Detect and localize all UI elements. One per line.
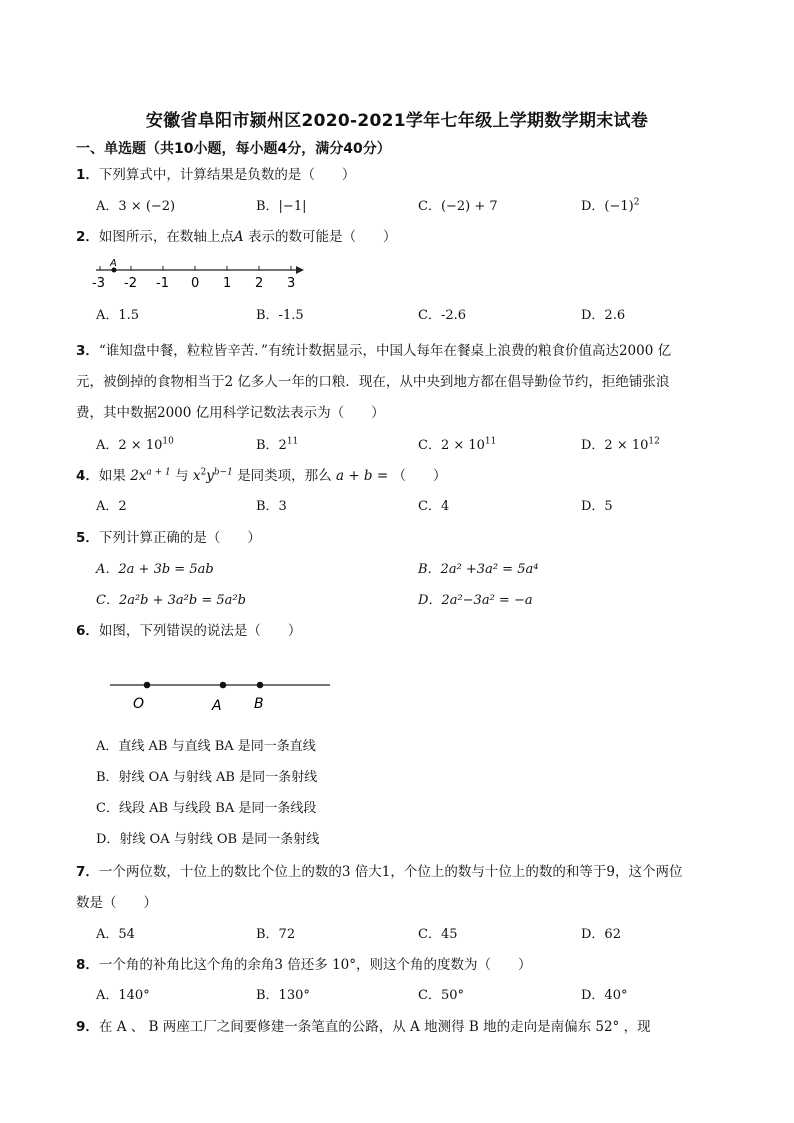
question-4: 4．如果 $2x^{a + 1}$ 与 $x^2y^{b-1}$ 是同类项，那么 a + b = （ ）: [76, 467, 447, 484]
option-b[interactable]: B．射线 OA 与射线 AB 是同一条射线: [96, 770, 318, 785]
option-b[interactable]: B．2a² +3a² = 5a⁴: [418, 562, 539, 577]
point-a: [220, 682, 227, 689]
option-c[interactable]: C．4: [418, 499, 450, 514]
option-d[interactable]: D．$2 \times 10^{12}$: [581, 436, 660, 453]
question-3: 3．“谁知盘中餐，粒粒皆辛苦．”有统计数据显示，中国人每年在餐桌上浪费的粮食价值高达2000 亿 元，被倒掉的食物相当于2 亿多人一年的口粮．现在，从中央到地方都在倡导勤俭节约，拒绝铺张浪 费，其中数据2000 亿用科学记数法表示为（ ）: [76, 343, 672, 421]
question-number: 4．: [76, 468, 99, 484]
option-a[interactable]: A．直线 AB 与直线 BA 是同一条直线: [96, 739, 316, 754]
option-a[interactable]: A．3 × (−2): [96, 199, 176, 214]
question-8: 8．一个角的补角比这个角的余角3 倍还多 10°，则这个角的度数为（ ）: [76, 957, 532, 973]
option-b[interactable]: B．$2^{11}$: [256, 436, 299, 453]
option-a[interactable]: A．140°: [96, 988, 150, 1003]
option-a[interactable]: A．2a + 3b = 5ab: [96, 562, 214, 577]
option-b[interactable]: B．72: [256, 927, 296, 942]
question-text: 下列算式中，计算结果是负数的是（ ）: [98, 167, 356, 183]
question-number: 5．: [76, 530, 99, 546]
question-number: 7．: [76, 864, 99, 880]
option-b[interactable]: B．-1.5: [256, 308, 304, 323]
tick-label: -2: [124, 276, 137, 291]
question-7: 7．一个两位数，十位上的数比个位上的数的3 倍大1，个位上的数与十位上的数的和等于9，这个两位 数是（ ）: [76, 864, 683, 911]
option-a[interactable]: A．54: [96, 927, 135, 942]
tick-label: -3: [92, 276, 105, 291]
option-c[interactable]: C．-2.6: [418, 308, 467, 323]
option-d[interactable]: D．$(-1)^2$: [581, 197, 640, 214]
option-c[interactable]: C．50°: [418, 988, 464, 1003]
option-a[interactable]: A．1.5: [96, 308, 140, 323]
question-9: 9．在 A 、 B 两座工厂之间要修建一条笔直的公路，从 A 地测得 B 地的走向是南偏东 52° ，现: [76, 1019, 651, 1035]
question-number: 6．: [76, 623, 99, 639]
option-b[interactable]: B．3: [256, 499, 287, 514]
option-b[interactable]: B．|−1|: [256, 199, 307, 214]
question-2: 2．如图所示，在数轴上点A 表示的数可能是（ ）: [76, 229, 397, 245]
option-c[interactable]: C．(−2) + 7: [418, 199, 498, 214]
option-a[interactable]: A．2: [96, 499, 127, 514]
question-5: 5．下列计算正确的是（ ）: [76, 530, 261, 546]
option-d[interactable]: D．40°: [581, 988, 628, 1003]
option-a[interactable]: A．$2 \times 10^{10}$: [96, 436, 174, 453]
point-o: [144, 682, 151, 689]
tick-label: 2: [255, 276, 264, 291]
option-c[interactable]: C．$2 \times 10^{11}$: [418, 436, 497, 453]
number-line-figure: [88, 256, 318, 292]
option-b[interactable]: B．130°: [256, 988, 310, 1003]
question-6: 6．如图，下列错误的说法是（ ）: [76, 623, 302, 639]
ray-figure: [104, 670, 336, 716]
tick-label: 3: [287, 276, 296, 291]
question-1: [76, 166, 355, 184]
option-c[interactable]: C．2a²b + 3a²b = 5a²b: [96, 593, 246, 608]
tick-label: -1: [156, 276, 169, 291]
question-number: 2．: [76, 229, 99, 245]
option-d[interactable]: D．5: [581, 499, 613, 514]
point-a-label: A: [110, 258, 117, 269]
label-a: A: [212, 698, 222, 714]
tick-label: 0: [191, 276, 200, 291]
option-d[interactable]: D．射线 OA 与射线 OB 是同一条射线: [96, 832, 320, 847]
option-d[interactable]: D．2a²−3a² = −a: [418, 593, 533, 608]
label-o: O: [133, 696, 145, 712]
question-number: 1．: [76, 167, 99, 183]
question-number: 9．: [76, 1019, 99, 1035]
question-number: 3．: [76, 343, 99, 359]
option-d[interactable]: D．62: [581, 927, 621, 942]
option-c[interactable]: C．线段 AB 与线段 BA 是同一条线段: [96, 801, 317, 816]
tick-label: 1: [223, 276, 232, 291]
point-b: [257, 682, 264, 689]
option-c[interactable]: C．45: [418, 927, 458, 942]
label-b: B: [254, 696, 264, 712]
page-title: 安徽省阜阳市颍州区2020-2021学年七年级上学期数学期末试卷: [145, 111, 649, 131]
question-number: 8．: [76, 957, 99, 973]
section-heading: 一、单选题（共10小题，每小题4分，满分40分）: [76, 141, 391, 157]
arrow-head: [296, 266, 304, 274]
option-d[interactable]: D．2.6: [581, 308, 626, 323]
